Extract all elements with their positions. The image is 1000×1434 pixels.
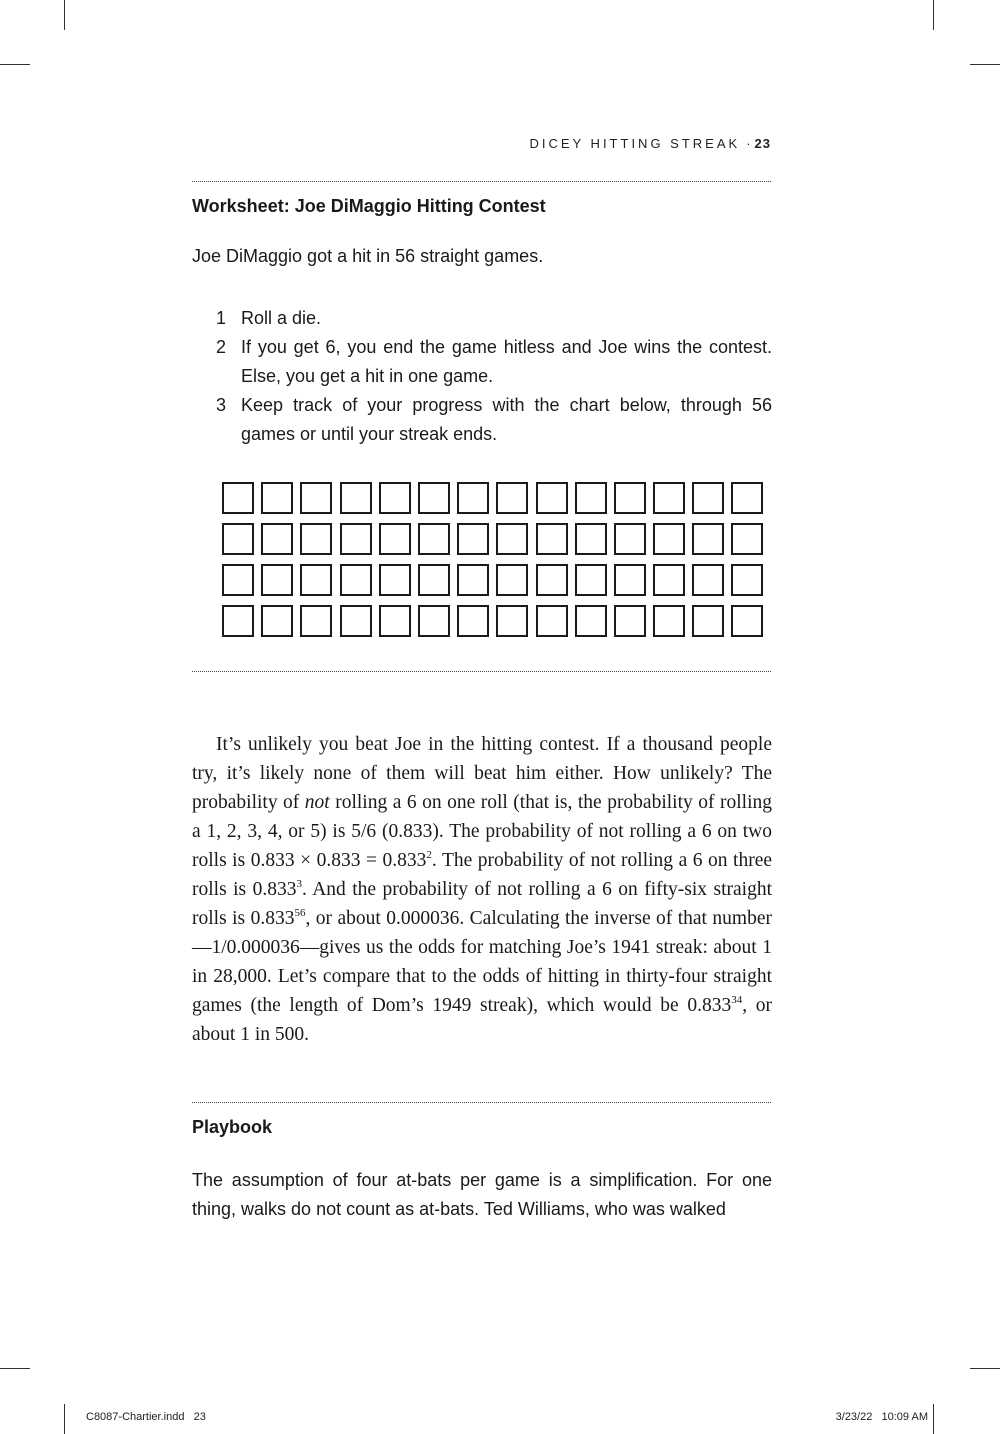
tally-box: [614, 605, 646, 637]
tally-box: [261, 482, 293, 514]
crop-mark: [64, 0, 65, 30]
tally-box: [261, 605, 293, 637]
tally-box: [536, 482, 568, 514]
dotted-rule: [192, 671, 771, 672]
tally-box: [340, 564, 372, 596]
crop-mark: [0, 64, 30, 65]
tally-box: [496, 482, 528, 514]
tally-box: [496, 605, 528, 637]
tally-box: [300, 605, 332, 637]
tally-box: [222, 564, 254, 596]
exponent: 2: [426, 849, 432, 861]
step-item: [192, 391, 772, 449]
tally-box: [692, 564, 724, 596]
tally-box: [418, 523, 450, 555]
tally-box: [379, 605, 411, 637]
tally-box: [340, 605, 372, 637]
running-head-separator: ·: [746, 136, 751, 151]
tally-box: [496, 564, 528, 596]
body-text-run: . The probability of not rolling a 6 on three rolls is 0.833: [192, 850, 772, 900]
tally-box: [457, 482, 489, 514]
tally-box: [379, 523, 411, 555]
exponent: 56: [294, 907, 306, 919]
step-text: Roll a die.: [241, 308, 322, 328]
tally-box: [731, 605, 763, 637]
dotted-rule: [192, 181, 771, 182]
tally-box: [614, 482, 646, 514]
step-text: Keep track of your progress with the chart below, through 56 games or until your streak ends.: [241, 395, 772, 444]
crop-mark: [970, 64, 1000, 65]
step-number: 2: [216, 337, 227, 357]
tally-box: [536, 605, 568, 637]
tally-box: [692, 523, 724, 555]
tally-box: [653, 564, 685, 596]
body-text-run: , or about 1 in 500.: [192, 995, 772, 1045]
tally-chart: [222, 482, 763, 637]
tally-box: [418, 605, 450, 637]
exponent: 34: [731, 994, 743, 1006]
tally-box: [261, 564, 293, 596]
body-text-run: , or about 0.000036. Calculating the inverse of that number—1/0.000036—gives us the odds for matching Joe’s 1941 streak: about 1 in 28,000. Let’s compare that to the odds of hitting in thirty-four straight games (the length of Dom’s 1949 streak), which would be 0.833: [192, 908, 772, 1016]
tally-box: [418, 482, 450, 514]
tally-box: [575, 482, 607, 514]
tally-box: [496, 523, 528, 555]
worksheet-intro: Joe DiMaggio got a hit in 56 straight games.: [192, 246, 544, 266]
tally-box: [300, 564, 332, 596]
tally-box: [653, 523, 685, 555]
crop-mark: [933, 1404, 934, 1434]
tally-box: [692, 482, 724, 514]
worksheet-steps: [192, 304, 772, 449]
tally-box: [692, 605, 724, 637]
step-number: 1: [216, 308, 227, 328]
body-text-run: . And the probability of not rolling a 6 on fifty-six straight rolls is 0.833: [192, 879, 772, 929]
tally-box: [300, 482, 332, 514]
tally-box: [731, 523, 763, 555]
tally-box: [418, 564, 450, 596]
body-paragraph: [192, 730, 772, 1049]
tally-box: [300, 523, 332, 555]
tally-box: [536, 564, 568, 596]
tally-box: [575, 564, 607, 596]
body-text-run: It’s unlikely you beat Joe in the hitting contest. If a thousand people try, it’s likely none of them will beat him either. How unlikely? The probability of: [192, 734, 772, 813]
crop-mark: [64, 1404, 65, 1434]
step-item: [192, 304, 772, 333]
exponent: 3: [296, 878, 302, 890]
dotted-rule: [192, 1102, 771, 1103]
crop-mark: [933, 0, 934, 30]
worksheet-title: Worksheet: Joe DiMaggio Hitting Contest: [192, 196, 546, 216]
tally-box: [379, 482, 411, 514]
tally-box: [261, 523, 293, 555]
tally-box: [575, 605, 607, 637]
tally-box: [222, 482, 254, 514]
tally-box: [614, 564, 646, 596]
tally-box: [536, 523, 568, 555]
page-number: 23: [754, 136, 771, 151]
step-item: [192, 333, 772, 391]
playbook-title: Playbook: [192, 1117, 273, 1137]
step-number: 3: [216, 395, 227, 415]
tally-box: [614, 523, 646, 555]
crop-mark: [970, 1368, 1000, 1369]
body-text-run: rolling a 6 on one roll (that is, the probability of rolling a 1, 2, 3, 4, or 5) is 5/6 (0.833). The probability of not rolling a 6 on two rolls is 0.833 × 0.833 = 0.833: [192, 792, 772, 871]
tally-box: [340, 523, 372, 555]
tally-box: [653, 482, 685, 514]
running-head: [192, 136, 771, 151]
slug-file: C8087-Chartier.indd 23: [86, 1411, 206, 1423]
tally-box: [457, 564, 489, 596]
slug-datetime: 3/23/22 10:09 AM: [835, 1411, 928, 1423]
running-head-title: DICEY HITTING STREAK: [529, 136, 741, 151]
tally-box: [379, 564, 411, 596]
tally-box: [222, 605, 254, 637]
tally-box: [222, 523, 254, 555]
playbook-text: The assumption of four at-bats per game is a simplification. For one thing, walks do not count as at-bats. Ted Williams, who was walked: [192, 1170, 772, 1219]
step-text: If you get 6, you end the game hitless and Joe wins the contest. Else, you get a hit in one game.: [241, 337, 772, 386]
tally-box: [731, 482, 763, 514]
tally-box: [457, 523, 489, 555]
tally-box: [731, 564, 763, 596]
tally-box: [457, 605, 489, 637]
body-emphasis: not: [304, 792, 330, 813]
tally-box: [575, 523, 607, 555]
crop-mark: [0, 1368, 30, 1369]
tally-box: [653, 605, 685, 637]
tally-box: [340, 482, 372, 514]
